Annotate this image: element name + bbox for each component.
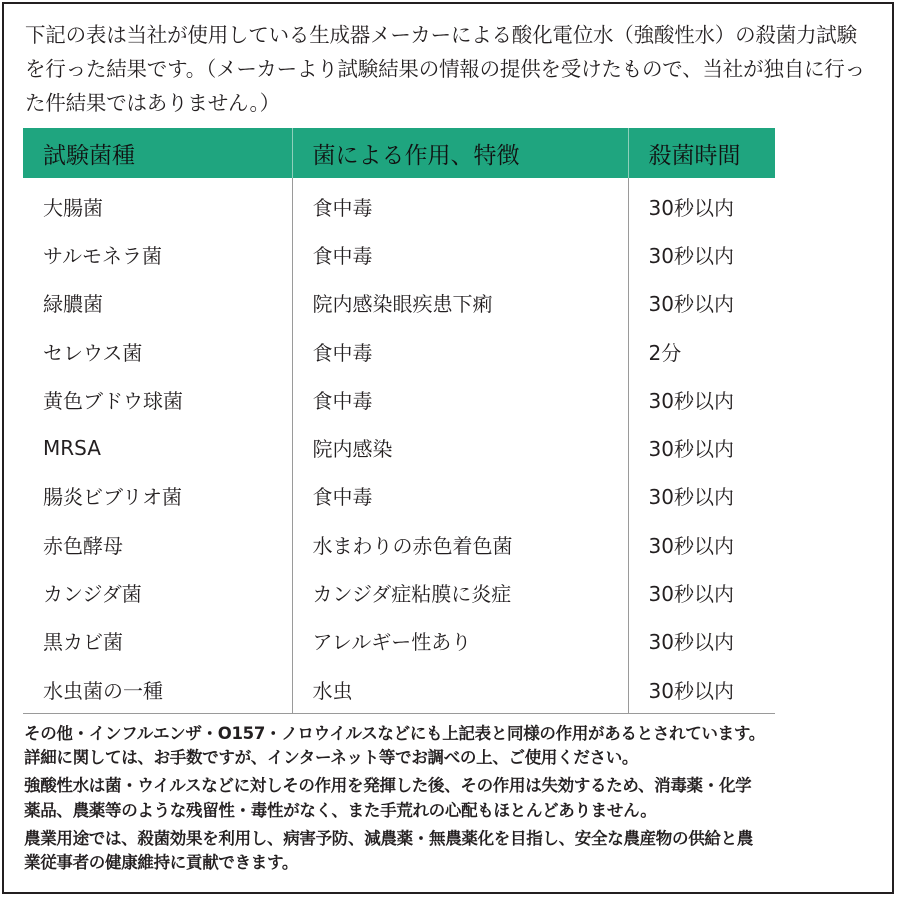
note-line: 業従事者の健康維持に貢献できます。 xyxy=(24,853,299,873)
header-test-strain: 試験菌種 xyxy=(23,128,292,178)
intro-line: を行った結果です。（メーカーより試験結果の情報の提供を受けたもので、当社が独自に行っ xyxy=(25,57,865,81)
cell-strain: サルモネラ菌 xyxy=(23,230,292,278)
cell-time: 30秒以内 xyxy=(648,630,734,655)
cell-time: 30秒以内 xyxy=(648,292,734,317)
cell-effect: 水虫 xyxy=(292,665,628,714)
cell-strain: 黄色ブドウ球菌 xyxy=(23,375,292,423)
cell-time: 30秒以内 xyxy=(648,195,734,220)
table-row xyxy=(23,472,775,520)
cell-effect: 食中毒 xyxy=(292,230,628,278)
cell-time: 30秒以内 xyxy=(628,665,775,714)
notes-paragraph xyxy=(24,722,884,875)
note-line: 薬品、農薬等のような残留性・毒性がなく、また手荒れの心配もほとんどありません。 xyxy=(24,800,657,820)
intro-line: た件結果ではありません。） xyxy=(25,91,280,115)
table-row xyxy=(23,665,775,714)
cell-effect: 食中毒 xyxy=(292,472,628,520)
cell-time: 30秒以内 xyxy=(648,485,734,510)
table-row xyxy=(23,568,775,616)
note-line: その他・インフルエンザ・O157・ノロウイルスなどにも上記表と同様の作用があるとされています。 xyxy=(24,724,765,743)
table-row xyxy=(23,617,775,665)
note-line: 詳細に関しては、お手数ですが、インターネット等でお調べの上、ご使用ください。 xyxy=(24,748,639,768)
cell-strain: セレウス菌 xyxy=(23,327,292,375)
cell-effect: 院内感染眼疾患下痢 xyxy=(292,279,628,327)
cell-effect: カンジダ症粘膜に炎症 xyxy=(292,568,628,616)
cell-strain: MRSA xyxy=(23,423,292,471)
table-header-row xyxy=(23,128,775,178)
cell-strain: 緑膿菌 xyxy=(23,279,292,327)
sterilization-results-table xyxy=(23,128,775,714)
cell-effect: 院内感染 xyxy=(292,423,628,471)
table-row xyxy=(23,375,775,423)
cell-effect: 食中毒 xyxy=(292,178,628,230)
cell-strain: 水虫菌の一種 xyxy=(23,665,292,714)
header-sterilization-time: 殺菌時間 xyxy=(628,128,775,178)
cell-effect: 水まわりの赤色着色菌 xyxy=(292,520,628,568)
cell-time: 2分 xyxy=(648,340,682,365)
table-row xyxy=(23,178,775,230)
table-row xyxy=(23,327,775,375)
table-row xyxy=(23,423,775,471)
intro-line: 下記の表は当社が使用している生成器メーカーによる酸化電位水（強酸性水）の殺菌力試験 xyxy=(25,23,857,47)
cell-time: 30秒以内 xyxy=(648,437,734,462)
cell-strain: 黒カビ菌 xyxy=(23,617,292,665)
cell-effect: 食中毒 xyxy=(292,327,628,375)
cell-strain: 赤色酵母 xyxy=(23,520,292,568)
table-row xyxy=(23,279,775,327)
table-row xyxy=(23,520,775,568)
cell-time: 30秒以内 xyxy=(648,533,734,558)
intro-paragraph xyxy=(25,18,885,120)
cell-time: 30秒以内 xyxy=(648,582,734,607)
cell-time: 30秒以内 xyxy=(648,243,734,268)
note-line: 農業用途では、殺菌効果を利用し、病害予防、減農薬・無農薬化を目指し、安全な農産物の供給と農 xyxy=(24,828,754,848)
cell-strain: カンジダ菌 xyxy=(23,568,292,616)
header-effect-characteristics: 菌による作用、特徴 xyxy=(292,128,628,178)
cell-strain: 腸炎ビブリオ菌 xyxy=(23,472,292,520)
note-line: 強酸性水は菌・ウイルスなどに対しその作用を発揮した後、その作用は失効するため、消毒薬・化学 xyxy=(24,776,752,796)
cell-effect: 食中毒 xyxy=(292,375,628,423)
cell-strain: 大腸菌 xyxy=(23,178,292,230)
table-row xyxy=(23,230,775,278)
cell-effect: アレルギー性あり xyxy=(292,617,628,665)
cell-time: 30秒以内 xyxy=(648,388,734,413)
